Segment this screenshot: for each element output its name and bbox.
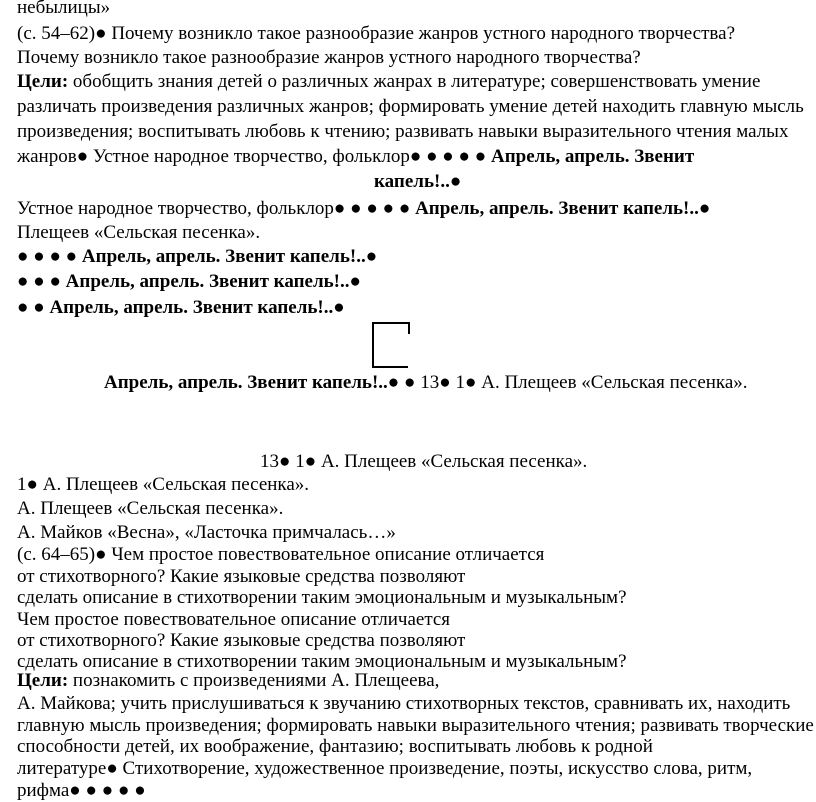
goals-text: обобщить знания детей о различных жанрах в литературе; совершенствовать умение bbox=[68, 71, 761, 92]
text-line: рифма● ● ● ● ● bbox=[17, 780, 146, 801]
text-line: литературе● Стихотворение, художественное произведение, поэты, искусство слова, ритм, bbox=[17, 758, 753, 779]
text-line: Почему возникло такое разнообразие жанров устного народного творчества? bbox=[17, 47, 641, 68]
genres-line bbox=[17, 146, 694, 168]
centered-bold: Апрель, апрель. Звенит капель!..● ● bbox=[104, 372, 416, 393]
text-line: сделать описание в стихотворении таким эмоциональным и музыкальным? bbox=[17, 587, 627, 608]
text-line: небылицы» bbox=[17, 0, 111, 18]
text-line: А. Майков «Весна», «Ласточка примчалась…» bbox=[17, 522, 396, 543]
goals-line bbox=[17, 71, 760, 93]
genres-text: жанров● Устное народное творчество, фольклор● ● ● ● ● bbox=[17, 146, 491, 167]
kapel-line: капель!..● bbox=[374, 171, 462, 192]
text-line: главную мысль произведения; формировать навыки выразительного чтения; развивать творческие bbox=[17, 715, 814, 736]
text-line: произведения; воспитывать любовь к чтению; развивать навыки выразительного чтения малых bbox=[17, 121, 789, 142]
text-line: 1● А. Плещеев «Сельская песенка». bbox=[17, 474, 310, 495]
text-line: от стихотворного? Какие языковые средства позволяют bbox=[17, 566, 466, 587]
text-line: Чем простое повествовательное описание отличается bbox=[17, 609, 451, 630]
text-line: А. Плещеев «Сельская песенка». bbox=[17, 498, 284, 519]
text-line: от стихотворного? Какие языковые средства позволяют bbox=[17, 630, 466, 651]
text-line: Плещеев «Сельская песенка». bbox=[17, 222, 261, 243]
goals2-label: Цели: bbox=[17, 670, 69, 691]
centered-line bbox=[104, 372, 748, 394]
text-line: (с. 54–62)● Почему возникло такое разнообразие жанров устного народного творчества? bbox=[17, 23, 736, 44]
goals2-line bbox=[17, 670, 439, 692]
genres-bold: Апрель, апрель. Звенит bbox=[490, 146, 695, 167]
bold-line: ● ● ● ● Апрель, апрель. Звенит капель!..● bbox=[17, 246, 378, 267]
folklore-text: Устное народное творчество, фольклор● ● ● ● ● bbox=[17, 198, 416, 219]
goals-label: Цели: bbox=[17, 71, 69, 92]
text-line: А. Майкова; учить прислушиваться к звучанию стихотворных текстов, сравнивать их, находить bbox=[17, 693, 791, 714]
goals2-text: познакомить с произведениями А. Плещеева, bbox=[68, 670, 440, 691]
text-line: 13● 1● А. Плещеев «Сельская песенка». bbox=[260, 451, 588, 472]
bracket-shape bbox=[372, 322, 410, 368]
text-line: различать произведения различных жанров; формировать умение детей находить главную мысль bbox=[17, 96, 804, 117]
bold-line: ● ● Апрель, апрель. Звенит капель!..● bbox=[17, 297, 345, 318]
text-line: способности детей, их воображение, фантазию; воспитывать любовь к родной bbox=[17, 736, 653, 757]
text-line: сделать описание в стихотворении таким эмоциональным и музыкальным? bbox=[17, 651, 627, 672]
centered-text: 13● 1● А. Плещеев «Сельская песенка». bbox=[415, 372, 748, 393]
bold-line: ● ● ● Апрель, апрель. Звенит капель!..● bbox=[17, 271, 361, 292]
folklore-line bbox=[17, 198, 710, 220]
text-line: (с. 64–65)● Чем простое повествовательное описание отличается bbox=[17, 544, 545, 565]
folklore-bold: Апрель, апрель. Звенит капель!..● bbox=[415, 198, 711, 219]
